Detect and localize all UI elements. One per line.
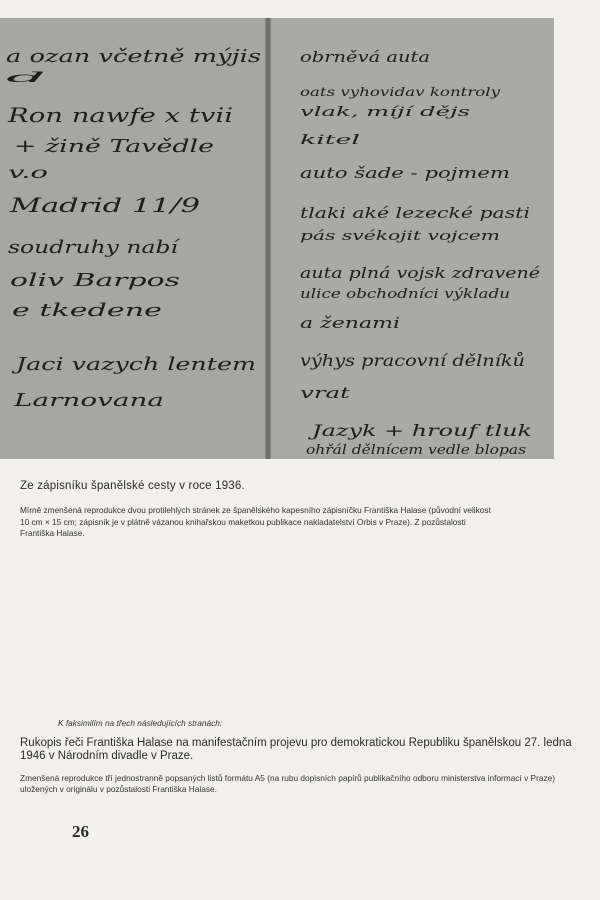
right-handwritten-line: ohřál dělnícem vedle blopas <box>306 443 527 458</box>
left-handwritten-line: v.o <box>8 163 48 182</box>
speech-manuscript-description: Zmenšená reprodukce tří jednostranně popsaných listů formátu A5 (na rubu dopisních papírů publikačního odboru ministerstva informací v Praze) uložených v originálu v pozůstalosti Františka Halase. <box>20 773 555 794</box>
figure-caption-title: Ze zápisníku španělské cesty v roce 1936. <box>20 480 245 492</box>
right-handwritten-line: vlak, míjí dějs <box>300 105 471 120</box>
speech-manuscript-title: Rukopis řeči Františka Halase na manifestačním projevu pro demokratickou Republiku španělskou 27. ledna 1946 v Národním divadle v Praze. <box>20 737 572 762</box>
page-number: 26 <box>72 822 89 841</box>
notebook-spread <box>0 18 554 459</box>
right-handwritten-line: Jazyk + hrouf tluk <box>307 421 532 440</box>
left-handwritten-line: + žině Tavědle <box>14 136 214 157</box>
right-handwritten-line: auto šade - pojmem <box>300 164 510 182</box>
left-handwritten-line: Jaci vazych lentem <box>10 354 257 375</box>
figure-caption-body: Mírně zmenšená reprodukce dvou protilehlých stránek ze španělského kapesního zápisníčku Františka Halase (původní velikost 10 cm × 15 cm; zápisník je v plátně vázanou knihařskou maketkou publikace nakladatelství Orbis v Praze). Z pozůstalosti Františka Halase. <box>20 505 491 538</box>
notebook-facsimile <box>0 18 554 459</box>
right-handwritten-line: ulice obchodníci výkladu <box>300 287 510 302</box>
right-handwritten-line: tlaki aké lezecké pasti <box>300 204 531 222</box>
left-handwritten-line: Larnovana <box>12 390 164 411</box>
right-handwritten-line: obrněvá auta <box>300 48 430 66</box>
right-handwritten-line: a ženami <box>300 314 401 332</box>
left-handwritten-line: soudruhy nabí <box>8 237 181 258</box>
right-handwritten-line: kitel <box>300 133 360 148</box>
left-handwritten-line: d <box>6 70 47 86</box>
right-handwritten-line: oats vyhovidav kontroly <box>300 85 501 99</box>
left-handwritten-line: Madrid 11/9 <box>8 193 201 217</box>
facsimile-note-intro: K faksimilím na třech následujících stranách: <box>58 718 223 728</box>
right-handwritten-line: pás svékojit vojcem <box>300 229 500 244</box>
right-handwritten-line: auta plná vojsk zdravené <box>300 264 541 282</box>
left-handwritten-line: e tkedene <box>12 300 162 321</box>
right-handwritten-line: vrat <box>300 384 352 402</box>
left-handwritten-line: oliv Barpos <box>10 270 180 291</box>
right-handwritten-line: výhys pracovní dělníků <box>300 351 525 370</box>
left-handwritten-line: a ozan včetně mýjis <box>6 46 261 67</box>
left-handwritten-line: Ron nawfe x tvii <box>6 103 233 127</box>
